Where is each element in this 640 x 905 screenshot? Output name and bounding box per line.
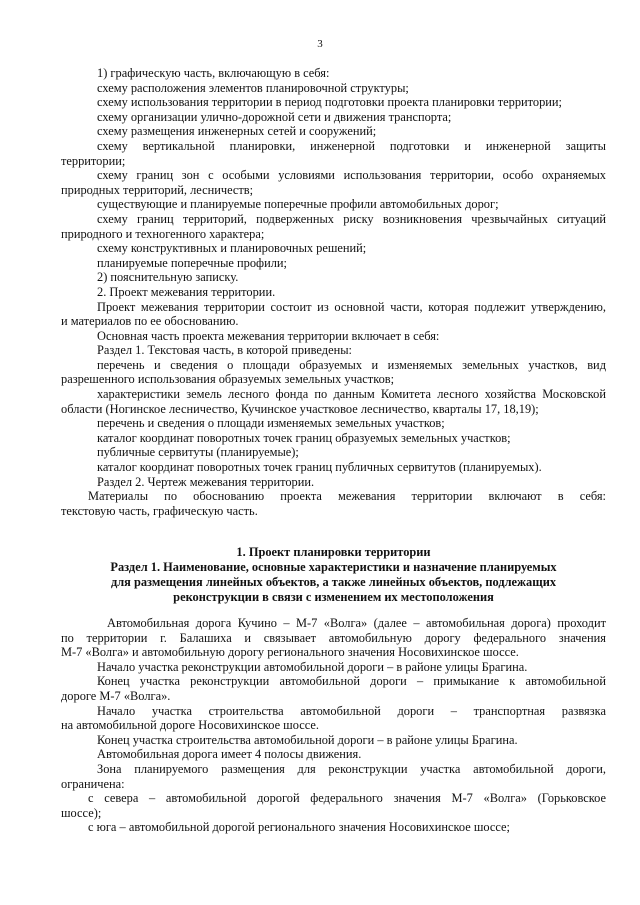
list-item: разрешенного использования образуемых земельных участков;	[61, 372, 395, 387]
subsection-title-line: для размещения линейных объектов, а также линейных объектов, подлежащих	[110, 575, 557, 589]
paragraph-line: Начало участка реконструкции автомобильной дороги – в районе улицы Брагина.	[97, 659, 528, 674]
paragraph-line: текстовую часть, графическую часть.	[61, 503, 258, 518]
list-item: планируемые поперечные профили;	[97, 255, 287, 270]
paragraph-line: Конец участка реконструкции автомобильной дороги – примыкание к автомобильной	[97, 674, 606, 689]
list-item: схему использования территории в период подготовки проекта планировки территории;	[97, 95, 562, 110]
list-item: Раздел 2. Чертеж межевания территории.	[97, 474, 315, 489]
list-item: природного и техногенного характера;	[61, 226, 265, 241]
paragraph-line: Раздел 1. Текстовая часть, в которой приведены:	[97, 343, 352, 358]
list-item: схему конструктивных и планировочных решений;	[97, 241, 367, 256]
list-item: схему расположения элементов планировочной структуры;	[97, 80, 409, 95]
list-item: перечень и сведения о площади изменяемых земельных участков;	[97, 416, 445, 431]
paragraph-line: Конец участка строительства автомобильной дороги – в районе улицы Брагина.	[97, 732, 518, 747]
list-item: схему границ зон с особыми условиями использования территории, особо охраняемых	[97, 168, 606, 183]
paragraph-line: Зона планируемого размещения для реконструкции участка автомобильной дороги,	[97, 761, 606, 776]
road-description-text	[61, 616, 606, 835]
section-heading	[61, 545, 606, 605]
subsection-title-line: Раздел 1. Наименование, основные характеристики и назначение планируемых	[110, 560, 557, 574]
list-item: природных территорий, лесничеств;	[61, 182, 254, 197]
paragraph-line: шоссе);	[61, 805, 102, 820]
subsection-title-line: реконструкции в связи с изменением их местоположения	[173, 590, 494, 604]
paragraph-line: и материалов по ее обоснованию.	[61, 314, 239, 329]
section-title: 1. Проект планировки территории	[236, 545, 431, 559]
list-item: каталог координат поворотных точек границ публичных сервитутов (планируемых).	[97, 460, 542, 475]
list-item: характеристики земель лесного фонда по данным Комитета лесного хозяйства Московской	[97, 387, 606, 402]
paragraph-line: ограничена:	[61, 776, 125, 791]
paragraph-line: по территории г. Балашиха и связывает автомобильную дорогу федерального значения	[61, 630, 606, 645]
list-item: перечень и сведения о площади образуемых и изменяемых земельных участков, вид	[97, 357, 606, 372]
paragraph-line: на автомобильной дороге Носовихинское шоссе.	[61, 718, 319, 733]
list-item: схему вертикальной планировки, инженерной подготовки и инженерной защиты	[97, 138, 606, 153]
list-item: публичные сервитуты (планируемые);	[97, 445, 299, 460]
list-item: 1) графическую часть, включающую в себя:	[97, 66, 330, 80]
list-item: существующие и планируемые поперечные профили автомобильных дорог;	[97, 197, 499, 212]
paragraph-line: Автомобильная дорога Кучино – М-7 «Волга» (далее – автомобильная дорога) проходит	[107, 616, 606, 630]
list-item: области (Ногинское лесничество, Кучинское участковое лесничество, кварталы 17, 18,19);	[61, 401, 539, 416]
list-item: схему организации улично-дорожной сети и движения транспорта;	[97, 109, 452, 124]
list-item: 2) пояснительную записку.	[97, 270, 239, 285]
paragraph-line: Материалы по обоснованию проекта межевания территории включают в себя:	[88, 489, 606, 504]
list-item: 2. Проект межевания территории.	[97, 284, 276, 299]
paragraph-line: с юга – автомобильной дорогой регионального значения Носовихинское шоссе;	[88, 820, 510, 835]
list-item: территории;	[61, 153, 126, 168]
paragraph-line: с севера – автомобильной дорогой федерального значения М-7 «Волга» (Горьковское	[88, 791, 606, 806]
paragraph-line: Проект межевания территории состоит из основной части, которая подлежит утверждению,	[97, 299, 606, 314]
paragraph-line: М-7 «Волга» и автомобильную дорогу регионального значения Носовихинское шоссе.	[61, 645, 519, 660]
list-item: схему размещения инженерных сетей и сооружений;	[97, 124, 377, 139]
paragraph-line: Начало участка строительства автомобильной дороги – транспортная развязка	[97, 703, 606, 718]
paragraph-line: Автомобильная дорога имеет 4 полосы движения.	[97, 747, 362, 762]
list-item: каталог координат поворотных точек границ образуемых земельных участков;	[97, 430, 511, 445]
page-number: 3	[317, 38, 323, 50]
planning-project-composition-list	[61, 66, 606, 518]
list-item: схему границ территорий, подверженных риску возникновения чрезвычайных ситуаций	[97, 211, 606, 226]
paragraph-line: Основная часть проекта межевания территории включает в себя:	[97, 328, 440, 343]
paragraph-line: дороге М-7 «Волга».	[61, 688, 171, 703]
